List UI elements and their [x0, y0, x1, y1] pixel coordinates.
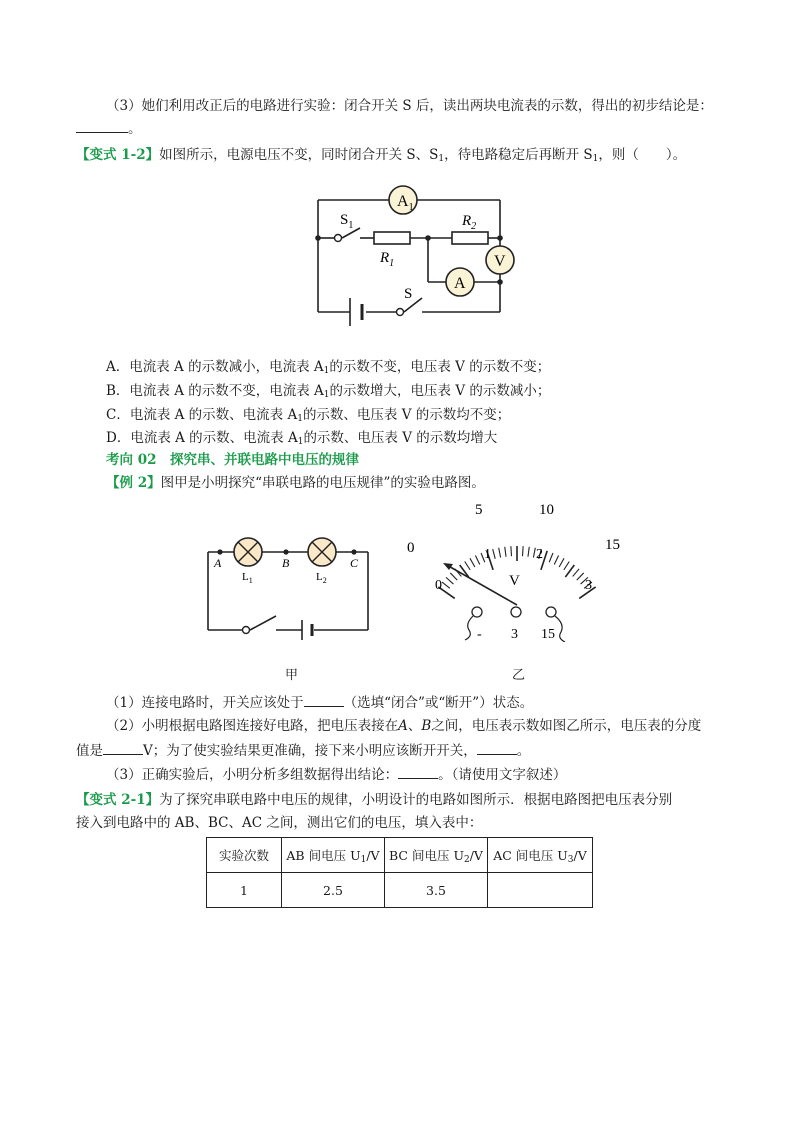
- answer-blank[interactable]: [103, 740, 143, 755]
- answer-blank[interactable]: [76, 118, 128, 133]
- point-c-dot: [351, 549, 356, 554]
- junction-dot: [315, 235, 321, 241]
- terminal-15-label: 15: [541, 627, 555, 642]
- variant-1-2-stem: 【变式 1-2】如图所示，电源电压不变，同时闭合开关 S、$S_1$，待电路稳定后再断开 $S_1$，则（ ）。: [76, 147, 687, 164]
- switch-s1-contact: [335, 235, 342, 242]
- caption-right: 乙: [512, 668, 526, 683]
- junction-dot: [425, 235, 431, 241]
- option-c[interactable]: C．电流表 A 的示数、电流表 $A_1$的示数、电压表 V 的示数均不变；: [106, 407, 511, 424]
- junction-dot: [497, 235, 503, 241]
- option-d[interactable]: D．电流表 A 的示数、电流表 $A_1$的示数、电压表 V 的示数均增大: [106, 430, 498, 447]
- dial-tick: [577, 573, 584, 580]
- dial-tick: [499, 548, 501, 558]
- circuit-diagram-1: [300, 178, 530, 328]
- lead-wire: [465, 616, 473, 640]
- terminal-3[interactable]: [511, 607, 521, 617]
- switch-s1-label: $S_1$: [340, 212, 354, 231]
- dial-tick: [505, 547, 506, 557]
- table-header-cell: AC 间电压 $U_3/V$: [488, 838, 593, 873]
- top-scale-0: 0: [407, 540, 415, 556]
- junction-dot: [497, 279, 503, 285]
- point-a-label: A: [214, 556, 222, 570]
- variant-2-1-stem-line-2: 接入到电路中的 AB、BC、AC 之间，测出它们的电压，填入表中：: [76, 815, 483, 831]
- resistor-r1: [374, 232, 410, 244]
- bulb-l1-label: $L_1$: [242, 571, 253, 585]
- terminal-negative-label: -: [477, 627, 482, 642]
- top-scale-5: 5: [475, 502, 483, 518]
- bottom-scale-0: 0: [435, 578, 442, 593]
- dial-tick: [450, 573, 457, 580]
- point-b-dot: [283, 549, 288, 554]
- switch-contact: [243, 627, 250, 634]
- voltmeter-label: V: [494, 253, 506, 270]
- question-1: （1）连接电路时，开关应该处于 （选填“闭合”或“断开”）状态。: [106, 692, 533, 713]
- table-cell: 2.5: [282, 873, 385, 908]
- dial-tick: [522, 546, 523, 556]
- terminal-3-label: 3: [511, 627, 518, 642]
- point-b-label: B: [282, 556, 290, 570]
- top-scale-10: 10: [539, 502, 554, 518]
- lead-wire: [555, 616, 565, 642]
- table-header-cell: BC 间电压 $U_2/V$: [385, 838, 488, 873]
- resistor-r2-label: $R_2$: [462, 213, 477, 232]
- prev-question-3-answer: 。: [76, 118, 142, 139]
- unit-label: V: [509, 573, 520, 589]
- dial-tick: [511, 546, 512, 556]
- answer-blank[interactable]: [398, 764, 438, 779]
- top-scale-15: 15: [605, 537, 620, 553]
- caption-left: 甲: [285, 668, 299, 683]
- dial-tick: [465, 561, 470, 569]
- dial-tick: [549, 553, 553, 562]
- terminal-15[interactable]: [546, 607, 556, 617]
- ammeter-a1-label: $A_1$: [397, 193, 414, 213]
- table-header-cell: AB 间电压 $U_1/V$: [282, 838, 385, 873]
- prev-question-3: （3）她们利用改正后的电路进行实验：闭合开关 S 后，读出两块电流表的示数，得出的初步结论是：: [106, 98, 713, 114]
- option-a[interactable]: A．电流表 A 的示数减小，电流表 $A_1$的示数不变，电压表 V 的示数不变；: [106, 359, 551, 376]
- switch-s-label: S: [404, 286, 413, 302]
- bottom-scale-2: 2: [536, 547, 543, 562]
- dial-pointer: [445, 564, 517, 605]
- table-header-row: [207, 838, 593, 873]
- dial-tick: [528, 547, 529, 557]
- table-row: [207, 873, 593, 908]
- table-cell: 1: [207, 873, 282, 908]
- dial-tick: [493, 549, 496, 559]
- dial-tick: [475, 555, 479, 564]
- variant-2-1-stem: 【变式 2-1】为了探究串联电路中电压的规律，小明设计的电路如图所示．根据电路图把电压表分别: [76, 792, 673, 808]
- dial-tick: [470, 558, 475, 567]
- point-a-dot: [217, 549, 222, 554]
- table-header-cell: 实验次数: [207, 838, 282, 873]
- answer-blank[interactable]: [477, 740, 517, 755]
- bottom-scale-1: 1: [484, 547, 491, 562]
- dial-tick: [564, 561, 569, 569]
- table-cell-empty[interactable]: [488, 873, 593, 908]
- question-2-line-2: 值是 V；为了使实验结果更准确，接下来小明应该断开开关， 。: [76, 740, 530, 761]
- resistor-r2: [452, 232, 488, 244]
- answer-blank[interactable]: [304, 692, 344, 707]
- question-2: （2）小明根据电路图连接好电路，把电压表接在A、B之间，电压表示数如图乙所示，电压表的分度: [106, 718, 702, 734]
- resistor-r1-label: $R_1$: [380, 250, 395, 269]
- dial-tick: [573, 569, 579, 577]
- voltmeter-dial: [395, 492, 635, 642]
- question-3: （3）正确实验后，小明分析多组数据得出结论： 。（请使用文字叙述）: [106, 764, 566, 785]
- ammeter-a-label: A: [454, 275, 466, 292]
- bulb-l1: [234, 538, 262, 566]
- dial-tick: [446, 577, 453, 584]
- bottom-scale-3: 3: [585, 578, 592, 593]
- point-c-label: C: [350, 556, 359, 570]
- dial-tick: [559, 558, 564, 567]
- example-2-stem: 【例 2】图甲是小明探究“串联电路的电压规律”的实验电路图。: [106, 475, 485, 491]
- option-b[interactable]: B．电流表 A 的示数不变，电流表 $A_1$的示数增大，电压表 V 的示数减小；: [106, 383, 551, 400]
- switch-s-contact: [397, 309, 404, 316]
- bulb-l2: [308, 538, 336, 566]
- pointer-tip: [443, 563, 453, 570]
- dial-tick: [442, 582, 450, 588]
- circuit-diagram-2: [200, 530, 380, 640]
- data-table: [206, 837, 593, 908]
- terminal-negative[interactable]: [472, 607, 482, 617]
- dial-tick: [554, 555, 558, 564]
- bulb-l2-label: $L_2$: [316, 571, 327, 585]
- section-heading: 考向 02 探究串、并联电路中电压的规律: [106, 452, 359, 468]
- table-cell: 3.5: [385, 873, 488, 908]
